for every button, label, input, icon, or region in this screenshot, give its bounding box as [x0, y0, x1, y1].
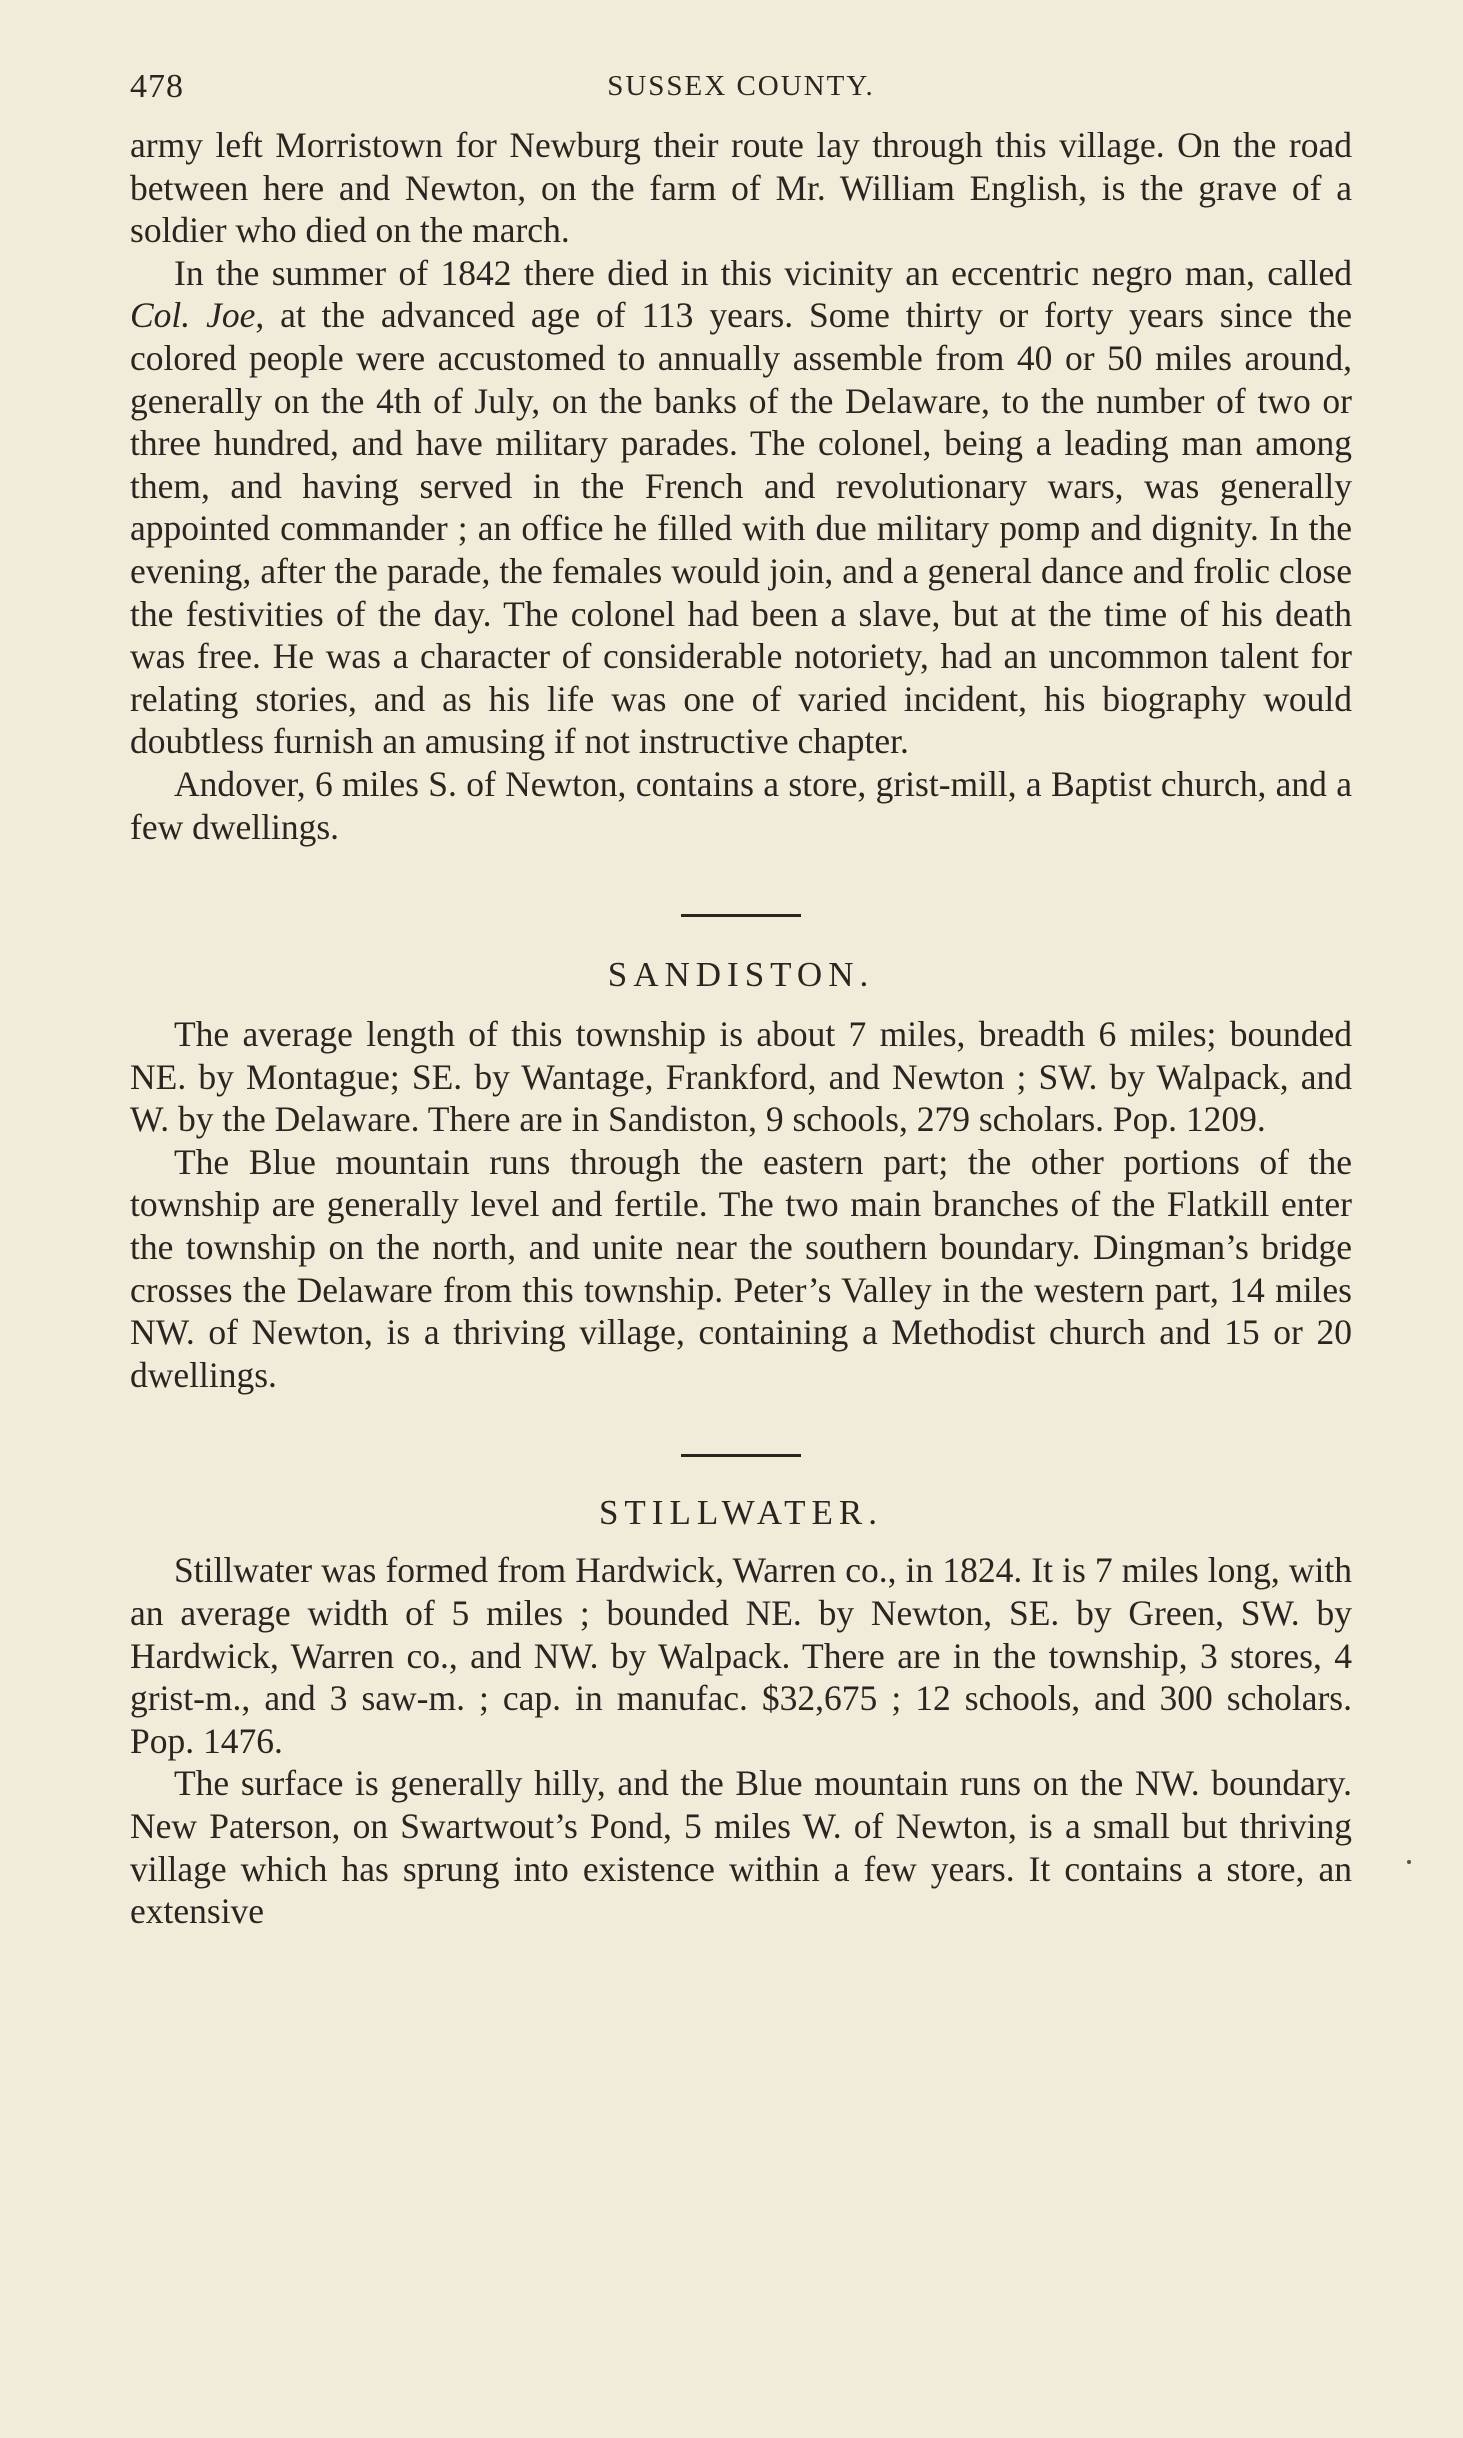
paragraph-text: , at the advanced age of 113 years. Some thirty or forty years since the colored people were accustomed to annually assemble from 40 or 50 miles around, generally on the 4th of July, on the banks of the Delaware, to the number of two or three hundred, and have military parades. The colonel, being a leading man among them, and having served in the French and revolutionary wars, was generally appointed commander ; an office he filled with due military pomp and dignity. In the evening, after the parade, the females would join, and a general dance and frolic close the festivities of the day. The colonel had been a slave, but at the time of his death was free. He was a character of considerable notoriety, had an uncommon talent for relating stories, and as his life was one of varied incident, his biography would doubtless furnish an amusing if not instructive chapter. — [130, 295, 1352, 762]
running-head: SUSSEX COUNTY. — [607, 70, 875, 102]
paragraph-col-joe — [130, 252, 1352, 763]
stillwater-text — [130, 1549, 1352, 1932]
section-heading-stillwater: STILLWATER. — [598, 1493, 884, 1533]
section-divider — [681, 914, 801, 917]
sandiston-text — [130, 1013, 1352, 1396]
book-page — [130, 64, 1352, 1933]
page-header — [130, 64, 1352, 124]
page-number: 478 — [130, 68, 184, 105]
paragraph: Stillwater was formed from Hardwick, Warren co., in 1824. It is 7 miles long, with an average width of 5 miles ; bounded NE. by Newton, SE. by Green, SW. by Hardwick, Warren co., and NW. by Walpack. There are in the township, 3 stores, 4 grist-m., and 3 saw-m. ; cap. in manufac. $32,675 ; 12 schools, and 300 scholars. Pop. 1476. — [130, 1550, 1352, 1761]
paragraph: The surface is generally hilly, and the Blue mountain runs on the NW. boundary. New Paterson, on Swartwout’s Pond, 5 miles W. of Newton, is a small but thriving village which has sprung into existence within a few years. It contains a store, an extensive — [130, 1763, 1352, 1932]
paragraph: Andover, 6 miles S. of Newton, contains a store, grist-mill, a Baptist church, and a few dwellings. — [130, 763, 1352, 847]
intro-text — [130, 124, 1352, 848]
paragraph-text: In the summer of 1842 there died in this vicinity an eccentric negro man, called — [174, 252, 1352, 293]
section-heading-sandiston: SANDISTON. — [607, 955, 875, 995]
paragraph: The Blue mountain runs through the eastern part; the other portions of the township are generally level and fertile. The two main branches of the Flatkill enter the township on the north, and unite near the southern boundary. Dingman’s bridge crosses the Delaware from this township. Peter’s Valley in the western part, 14 miles NW. of Newton, is a thriving village, containing a Methodist church and 15 or 20 dwellings. — [130, 1141, 1352, 1395]
section-divider — [681, 1454, 801, 1457]
paragraph: The average length of this township is about 7 miles, breadth 6 miles; bounded NE. by Montague; SE. by Wantage, Frankford, and Newton ; SW. by Walpack, and W. by the Delaware. There are in Sandiston, 9 schools, 279 scholars. Pop. 1209. — [130, 1014, 1352, 1140]
italic-name: Col. Joe — [130, 295, 256, 336]
print-speck — [1407, 1860, 1411, 1864]
paragraph: army left Morristown for Newburg their route lay through this village. On the road between here and Newton, on the farm of Mr. William English, is the grave of a soldier who died on the march. — [130, 125, 1352, 251]
